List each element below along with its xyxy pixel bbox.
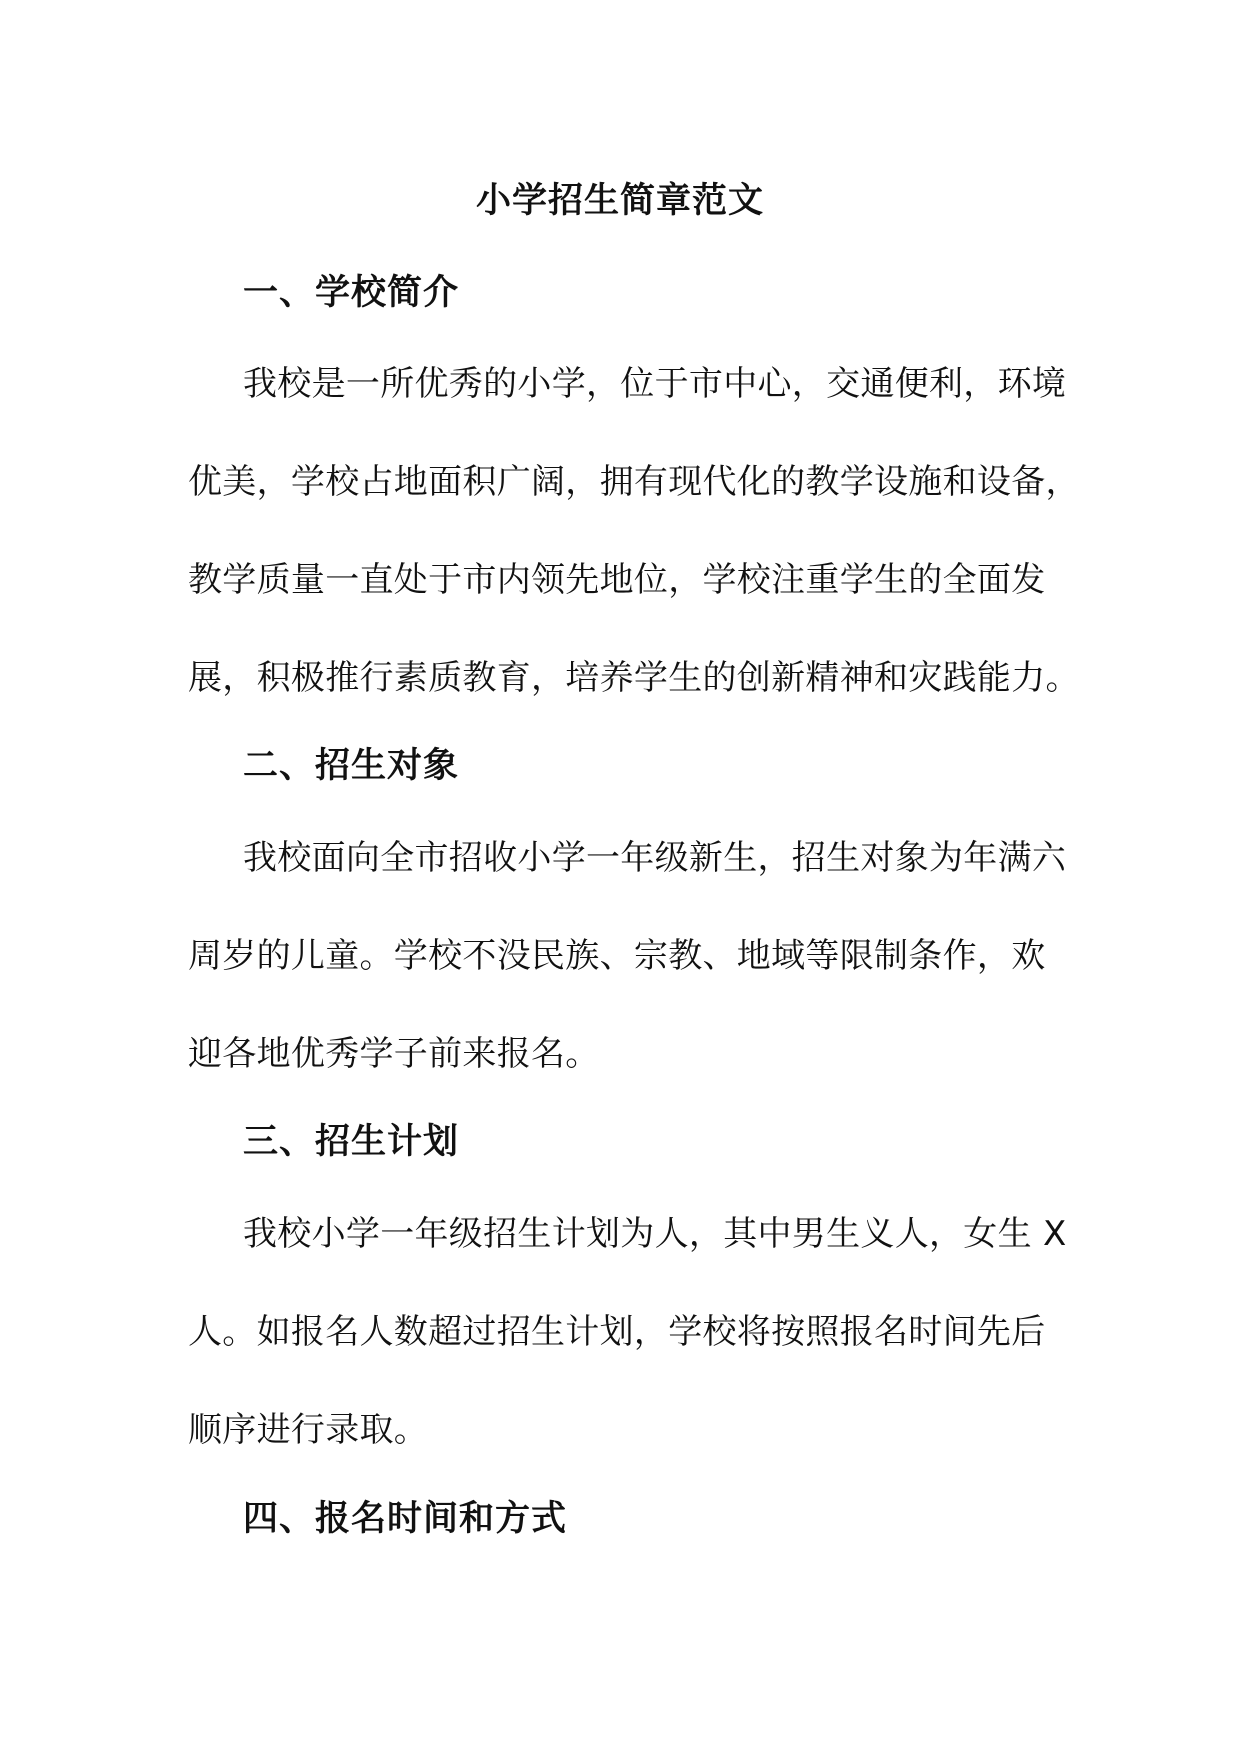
paragraph-line: 我校是一所优秀的小学，位于市中心，交通便利，环境 — [243, 364, 1067, 404]
paragraph-line: 我校面向全市招收小学一年级新生，招生对象为年满六 — [243, 838, 1067, 878]
section-heading-registration-time: 四、报名时间和方式 — [243, 1499, 568, 1539]
section-heading-school-intro: 一、学校简介 — [243, 273, 460, 313]
paragraph-line: 优美，学校占地面积广阔，拥有现代化的教学设施和设备， — [188, 462, 1080, 502]
section-heading-enrollment-target: 二、招生对象 — [243, 746, 460, 786]
paragraph-line: 顺序进行录取。 — [188, 1410, 429, 1450]
section-heading-enrollment-plan: 三、招生计划 — [243, 1122, 460, 1162]
document-title: 小学招生简章范文 — [475, 181, 764, 221]
paragraph-line: 教学质量一直处于市内领先地位，学校注重学生的全面发 — [188, 560, 1046, 600]
paragraph-line: 周岁的儿童。学校不没民族、宗教、地域等限制条作，欢 — [188, 936, 1046, 976]
paragraph-line: 我校小学一年级招生计划为人，其中男生义人，女生 X — [243, 1214, 1067, 1254]
paragraph-line: 迎各地优秀学子前来报名。 — [188, 1034, 600, 1074]
paragraph-line: 展，积极推行素质教育，培养学生的创新精神和灾践能力。 — [188, 658, 1080, 698]
paragraph-line: 人。如报名人数超过招生计划，学校将按照报名时间先后 — [188, 1312, 1046, 1352]
